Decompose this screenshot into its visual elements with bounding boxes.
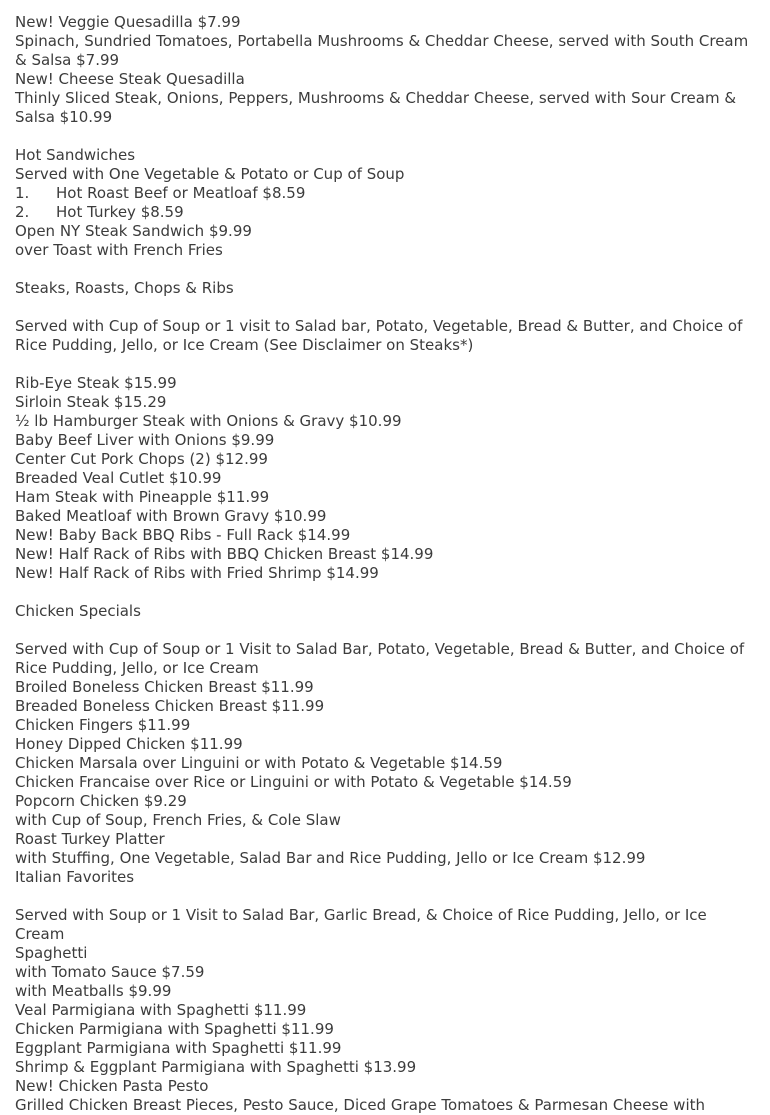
menu-item: with Meatballs $9.99 <box>15 982 172 1000</box>
menu-item: ½ lb Hamburger Steak with Onions & Gravy $10.99 <box>15 412 402 430</box>
blank-line <box>15 298 760 317</box>
menu-item: Baby Beef Liver with Onions $9.99 <box>15 431 275 449</box>
menu-document <box>15 13 760 1115</box>
menu-item: with Stuffing, One Vegetable, Salad Bar and Rice Pudding, Jello or Ice Cream $12.99 <box>15 849 646 867</box>
item-number: 1. <box>15 184 30 202</box>
menu-item: Breaded Boneless Chicken Breast $11.99 <box>15 697 325 715</box>
menu-item: Broiled Boneless Chicken Breast $11.99 <box>15 678 314 696</box>
section-served-with: Served with Cup of Soup or 1 visit to Salad bar, Potato, Vegetable, Bread & Butter, and Choice of Rice Pudding, Jello, or Ice Cream (See Disclaimer on Steaks*) <box>15 317 748 354</box>
menu-item-description: over Toast with French Fries <box>15 241 223 259</box>
menu-item: New! Half Rack of Ribs with Fried Shrimp $14.99 <box>15 564 379 582</box>
section-heading: Steaks, Roasts, Chops & Ribs <box>15 279 234 297</box>
blank-line <box>15 260 760 279</box>
section-heading: Hot Sandwiches <box>15 146 136 164</box>
blank-line <box>15 127 760 146</box>
section-served-with: Served with Cup of Soup or 1 Visit to Salad Bar, Potato, Vegetable, Bread & Butter, and Choice of Rice Pudding, Jello, or Ice Cream <box>15 640 749 677</box>
menu-item: Chicken Parmigiana with Spaghetti $11.99 <box>15 1020 334 1038</box>
menu-item: Honey Dipped Chicken $11.99 <box>15 735 243 753</box>
menu-item-title: New! Veggie Quesadilla $7.99 <box>15 13 241 31</box>
menu-item-title: New! Cheese Steak Quesadilla <box>15 70 245 88</box>
menu-item: New! Chicken Pasta Pesto <box>15 1077 209 1095</box>
blank-line <box>15 621 760 640</box>
menu-item: Baked Meatloaf with Brown Gravy $10.99 <box>15 507 327 525</box>
menu-item: Rib-Eye Steak $15.99 <box>15 374 177 392</box>
steaks-list <box>15 374 760 583</box>
menu-item: with Cup of Soup, French Fries, & Cole Slaw <box>15 811 341 829</box>
menu-item: Veal Parmigiana with Spaghetti $11.99 <box>15 1001 307 1019</box>
blank-line <box>15 887 760 906</box>
blank-line <box>15 583 760 602</box>
menu-item-description: Thinly Sliced Steak, Onions, Peppers, Mushrooms & Cheddar Cheese, served with Sour Cream & Salsa $10.99 <box>15 89 741 126</box>
item-text: Hot Roast Beef or Meatloaf $8.59 <box>56 184 306 202</box>
numbered-menu-item <box>15 184 760 203</box>
menu-item: Chicken Fingers $11.99 <box>15 716 191 734</box>
item-text: Hot Turkey $8.59 <box>56 203 184 221</box>
menu-item: Chicken Francaise over Rice or Linguini or with Potato & Vegetable $14.59 <box>15 773 572 791</box>
menu-item: New! Half Rack of Ribs with BBQ Chicken Breast $14.99 <box>15 545 434 563</box>
menu-item-title: Open NY Steak Sandwich $9.99 <box>15 222 252 240</box>
italian-list <box>15 944 760 1115</box>
section-served-with: Served with One Vegetable & Potato or Cup of Soup <box>15 165 405 183</box>
menu-item: Grilled Chicken Breast Pieces, Pesto Sauce, Diced Grape Tomatoes & Parmesan Cheese with <box>15 1096 705 1114</box>
menu-item: Popcorn Chicken $9.29 <box>15 792 187 810</box>
menu-item: with Tomato Sauce $7.59 <box>15 963 205 981</box>
menu-item: Eggplant Parmigiana with Spaghetti $11.99 <box>15 1039 342 1057</box>
menu-item: Spaghetti <box>15 944 88 962</box>
menu-item: Shrimp & Eggplant Parmigiana with Spaghetti $13.99 <box>15 1058 417 1076</box>
menu-item: Ham Steak with Pineapple $11.99 <box>15 488 270 506</box>
menu-item: Breaded Veal Cutlet $10.99 <box>15 469 222 487</box>
menu-item: Center Cut Pork Chops (2) $12.99 <box>15 450 268 468</box>
blank-line <box>15 355 760 374</box>
menu-item: Chicken Marsala over Linguini or with Potato & Vegetable $14.59 <box>15 754 503 772</box>
item-number: 2. <box>15 203 30 221</box>
numbered-menu-item <box>15 203 760 222</box>
menu-item: New! Baby Back BBQ Ribs - Full Rack $14.99 <box>15 526 351 544</box>
menu-item-description: Spinach, Sundried Tomatoes, Portabella Mushrooms & Cheddar Cheese, served with South Cream & Salsa $7.99 <box>15 32 754 69</box>
menu-item: Sirloin Steak $15.29 <box>15 393 167 411</box>
menu-item: Roast Turkey Platter <box>15 830 165 848</box>
section-served-with: Served with Soup or 1 Visit to Salad Bar, Garlic Bread, & Choice of Rice Pudding, Jello, or Ice Cream <box>15 906 712 943</box>
section-heading: Italian Favorites <box>15 868 135 886</box>
section-heading: Chicken Specials <box>15 602 141 620</box>
chicken-list <box>15 678 760 868</box>
